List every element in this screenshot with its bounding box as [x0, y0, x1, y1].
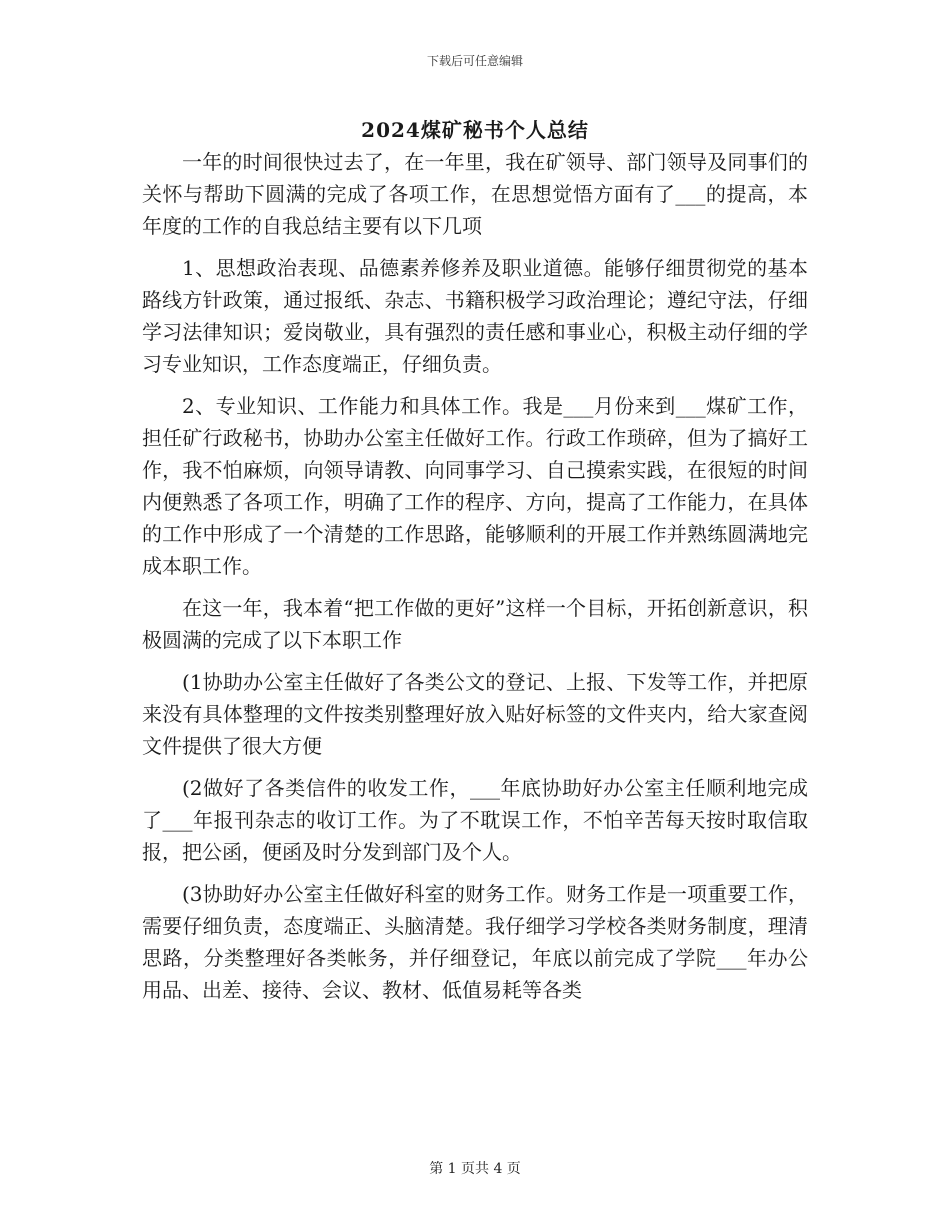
document-body: [142, 146, 808, 1016]
paragraph-item-1: 1、思想政治表现、品德素养修养及职业道德。能够仔细贯彻党的基本路线方针政策，通过报纸、杂志、书籍积极学习政治理论；遵纪守法，仔细学习法律知识；爱岗敬业，具有强烈的责任感和事业心，积极主动仔细的学习专业知识，工作态度端正，仔细负责。: [142, 256, 808, 376]
paragraph-duty-1: (1协助办公室主任做好了各类公文的登记、上报、下发等工作，并把原来没有具体整理的文件按类别整理好放入贴好标签的文件夹内，给大家查阅文件提供了很大方便: [142, 670, 808, 758]
paragraph-item-2: 2、专业知识、工作能力和具体工作。我是___月份来到___煤矿工作，担任矿行政秘书，协助办公室主任做好工作。行政工作琐碎，但为了搞好工作，我不怕麻烦，向领导请教、向同事学习、自己摸索实践，在很短的时间内便熟悉了各项工作，明确了工作的程序、方向，提高了工作能力，在具体的工作中形成了一个清楚的工作思路，能够顺利的开展工作并熟练圆满地完成本职工作。: [142, 394, 808, 578]
paragraph-duty-3: (3协助好办公室主任做好科室的财务工作。财务工作是一项重要工作，需要仔细负责，态度端正、头脑清楚。我仔细学习学校各类财务制度，理清思路，分类整理好各类帐务，并仔细登记，年底以前完成了学院___年办公用品、出差、接待、会议、教材、低值易耗等各类: [142, 882, 808, 1002]
header-note: 下载后可任意编辑: [426, 54, 523, 68]
paragraph-intro: 一年的时间很快过去了，在一年里，我在矿领导、部门领导及同事们的关怀与帮助下圆满的完成了各项工作，在思想觉悟方面有了___的提高，本年度的工作的自我总结主要有以下几项: [142, 150, 808, 238]
paragraph-duty-2: (2做好了各类信件的收发工作，___年底协助好办公室主任顺利地完成了___年报刊杂志的收订工作。为了不耽误工作，不怕辛苦每天按时取信取报，把公函，便函及时分发到部门及个人。: [142, 776, 808, 864]
paragraph-goal: 在这一年，我本着“把工作做的更好”这样一个目标，开拓创新意识，积极圆满的完成了以下本职工作: [142, 596, 808, 652]
page-number: 第 1 页共 4 页: [429, 1161, 521, 1177]
document-title: 2024煤矿秘书个人总结: [361, 118, 589, 142]
